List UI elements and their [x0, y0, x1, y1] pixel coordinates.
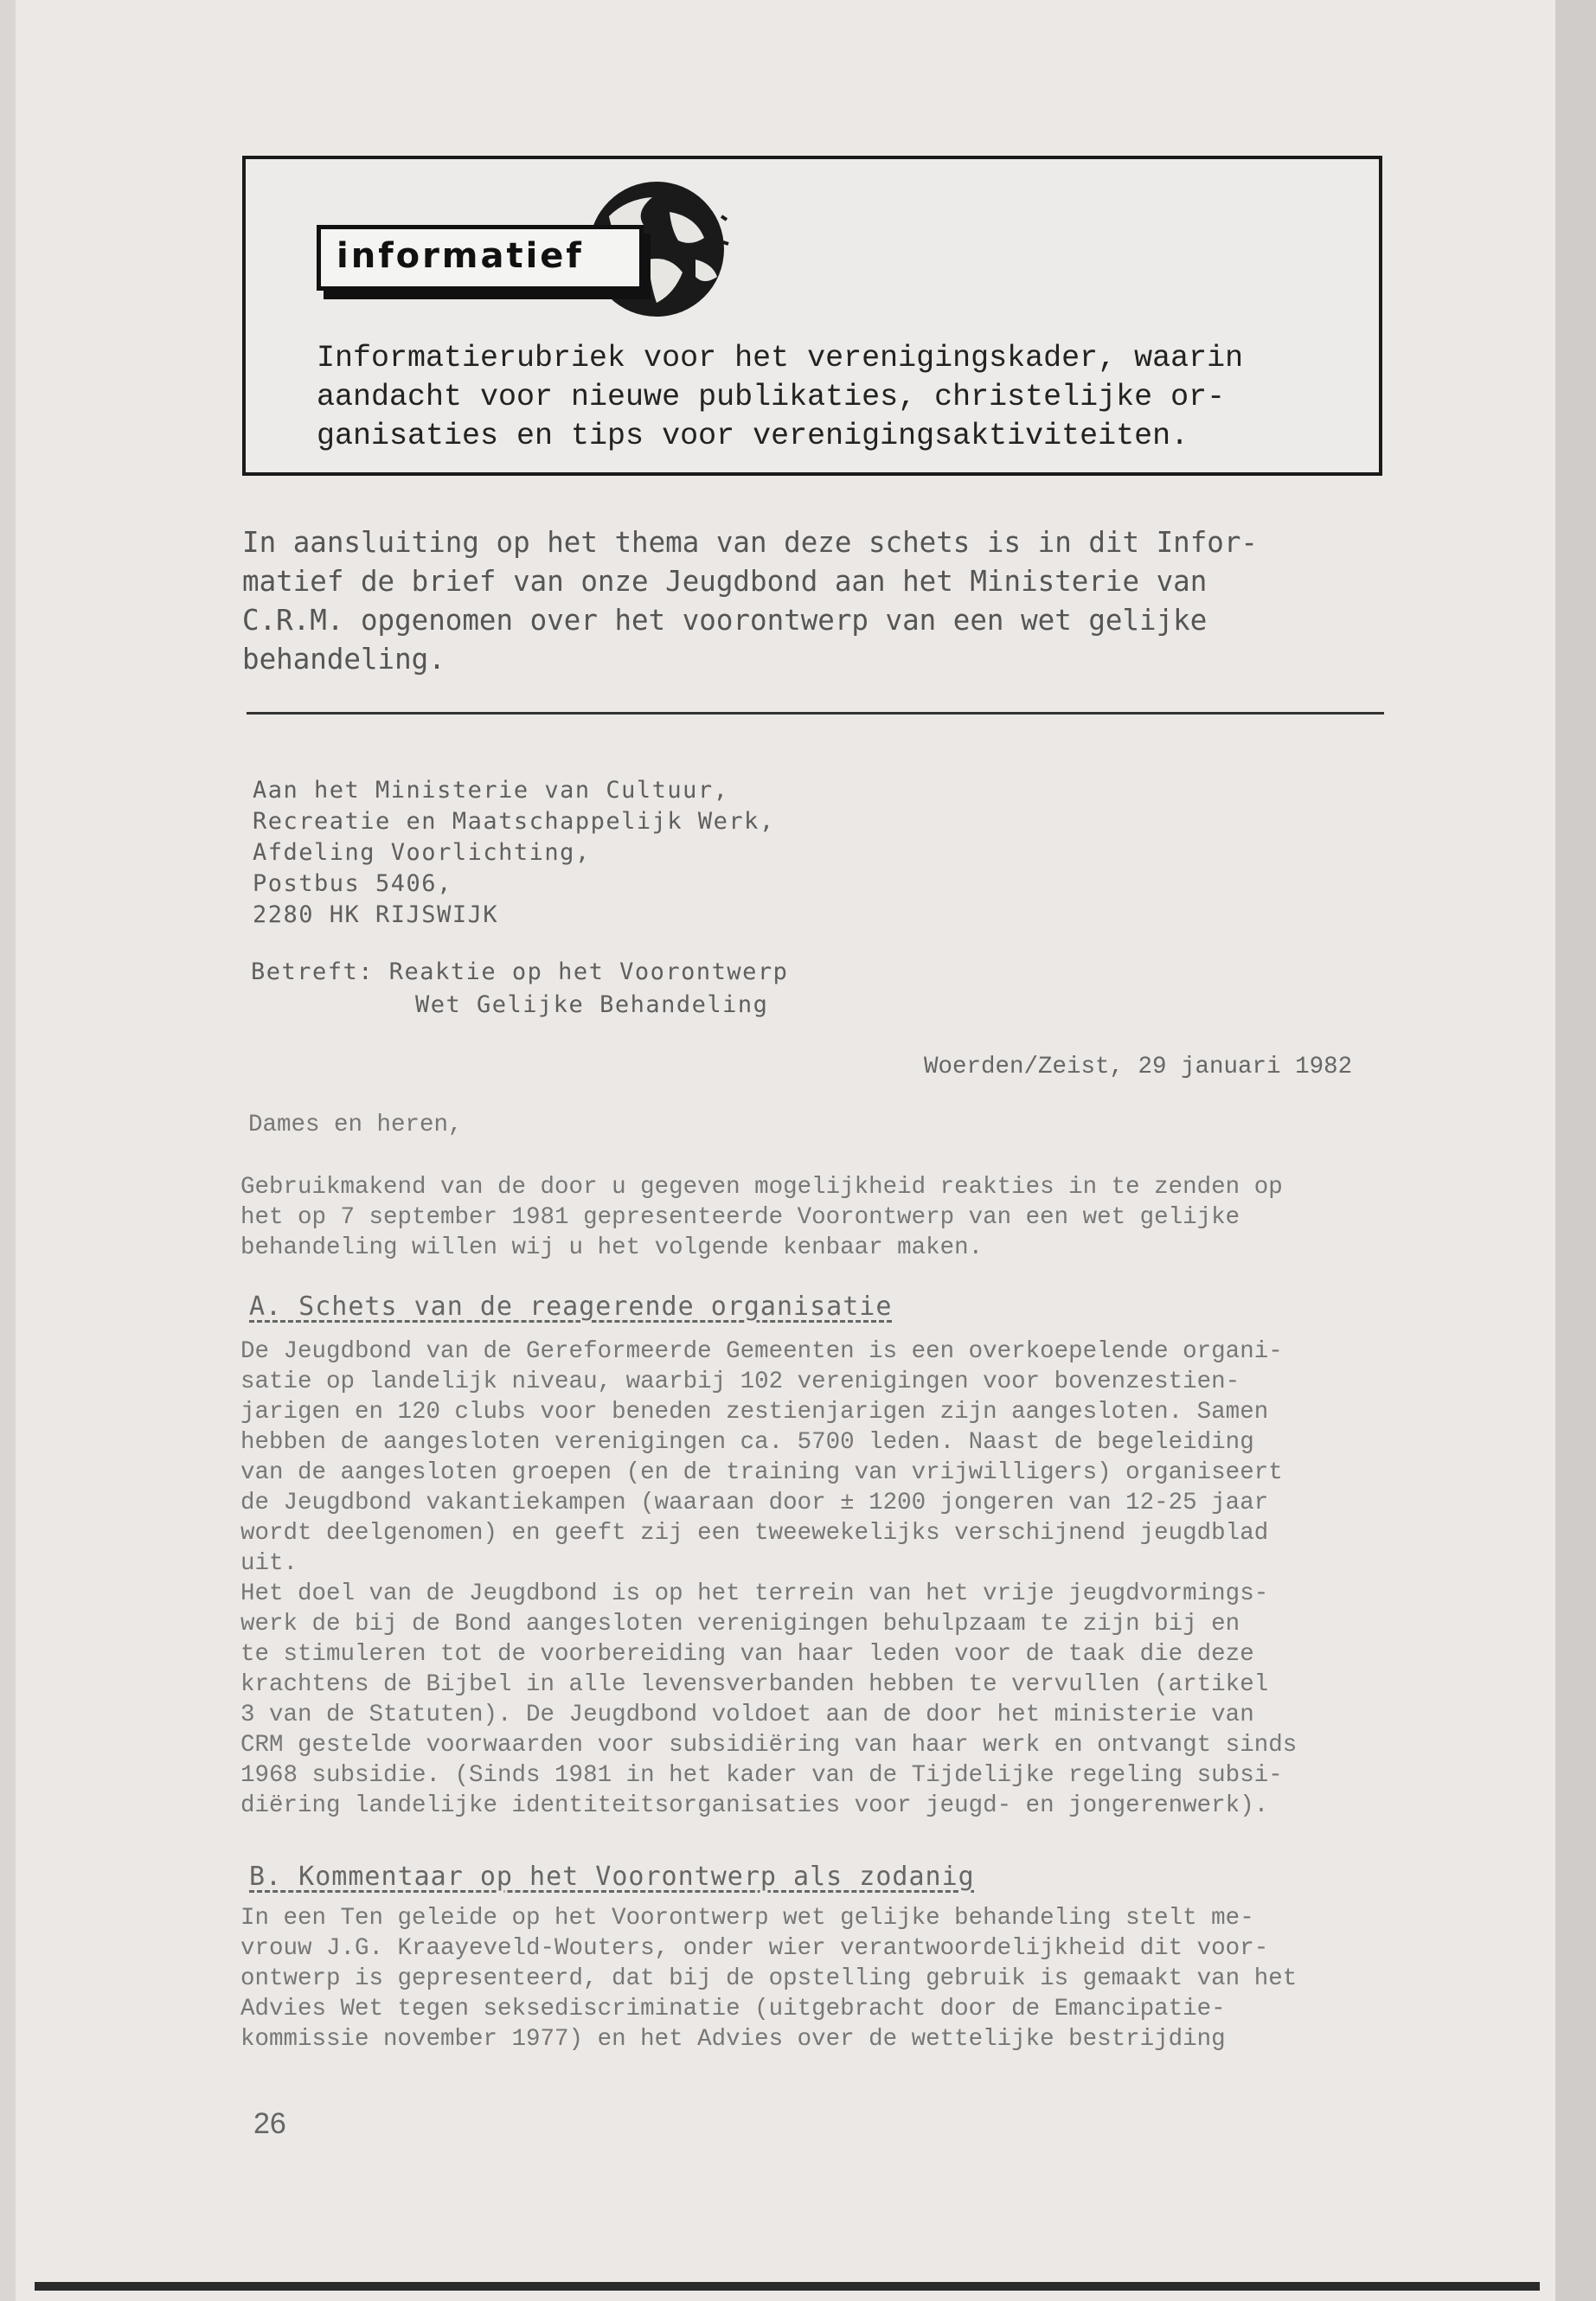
description-line: ganisaties en tips voor verenigingsaktiviteiten. [317, 419, 1189, 453]
section-a-heading: A. Schets van de reagerende organisatie [249, 1292, 893, 1322]
description-line: aandacht voor nieuwe publikaties, christelijke or- [317, 380, 1226, 414]
section-b-heading: B. Kommentaar op het Voorontwerp als zodanig [249, 1862, 975, 1892]
address-line: 2280 HK RIJSWIJK [253, 901, 499, 928]
address-line: Recreatie en Maatschappelijk Werk, [253, 808, 775, 835]
opening-paragraph: Gebruikmakend van de door u gegeven mogelijkheid reakties in te zenden op het op 7 september 1981 gepresenteerde Voorontwerp van een wet gelijke behandeling willen wij u het volgende kenbaar maken. [240, 1174, 1283, 1261]
recipient-address [253, 775, 1031, 931]
bottom-edge-bar [35, 2282, 1540, 2291]
section-a-text: De Jeugdbond van de Gereformeerde Gemeenten is een overkoepelende organi- satie op landelijk niveau, waarbij 102 verenigingen voor bovenzestien- jarigen en 120 clubs voor beneden zestienjarigen zijn aangesloten. Samen hebben de aangesloten verenigingen ca. 5700 leden. Naast de begeleiding van de aangesloten groepen (en de training van vrijwilligers) organiseert de Jeugdbond vakantiekampen (waaraan door ± 1200 jongeren van 12-25 jaar wordt deelgenomen) en geeft zij een tweewekelijks verschijnend jeugdblad uit. Het doel van de Jeugdbond is op het terrein van het vrije jeugdvormings- werk de bij de Bond aangesloten verenigingen behulpzaam te zijn bij en te stimuleren tot de voorbereiding van haar leden voor de taak die deze krachtens de Bijbel in alle levensverbanden hebben te vervullen (artikel 3 van de Statuten). De Jeugdbond voldoet aan de door het ministerie van CRM gestelde voorwaarden voor subsidiëring van haar werk en ontvangt sinds 1968 subsidie. (Sinds 1981 in het kader van de Tijdelijke regeling subsi- diëring landelijke identiteitsorganisaties voor jeugd- en jongerenwerk). [240, 1338, 1298, 1819]
subject-line-continued: Wet Gelijke Behandeling [415, 991, 769, 1018]
informatief-logo-label [317, 225, 644, 291]
informatief-header-box [242, 156, 1382, 476]
rubriek-description [317, 339, 1355, 456]
description-line: Informatierubriek voor het verenigingskader, waarin [317, 341, 1244, 375]
salutation: Dames en heren, [248, 1112, 463, 1138]
informatief-logo [315, 164, 730, 337]
divider-line [247, 712, 1384, 715]
section-b-text: In een Ten geleide op het Voorontwerp wet gelijke behandeling stelt me- vrouw J.G. Kraayeveld-Wouters, onder wier verantwoordelijkheid dit voor- ontwerp is gepresenteerd, dat bij de opstelling gebruik is gemaakt van het Advies Wet tegen seksediscriminatie (uitgebracht door de Emancipatie- kommissie november 1977) en het Advies over de wettelijke bestrijding [240, 1905, 1298, 2053]
subject-block [251, 956, 1029, 1022]
address-line: Afdeling Voorlichting, [253, 839, 591, 866]
letter-date: Woerden/Zeist, 29 januari 1982 [924, 1054, 1353, 1080]
intro-paragraph: In aansluiting op het thema van deze schets is in dit Infor- matief de brief van onze Jeugdbond aan het Ministerie van C.R.M. opgenomen over het voorontwerp van een wet gelijke behandeling. [242, 526, 1258, 676]
address-line: Postbus 5406, [253, 870, 452, 897]
address-line: Aan het Ministerie van Cultuur, [253, 777, 729, 804]
page-edge-shadow [1555, 0, 1596, 2301]
page-number: 26 [253, 2107, 286, 2140]
subject-line: Betreft: Reaktie op het Voorontwerp [251, 958, 789, 985]
logo-text: informatief [337, 236, 584, 276]
